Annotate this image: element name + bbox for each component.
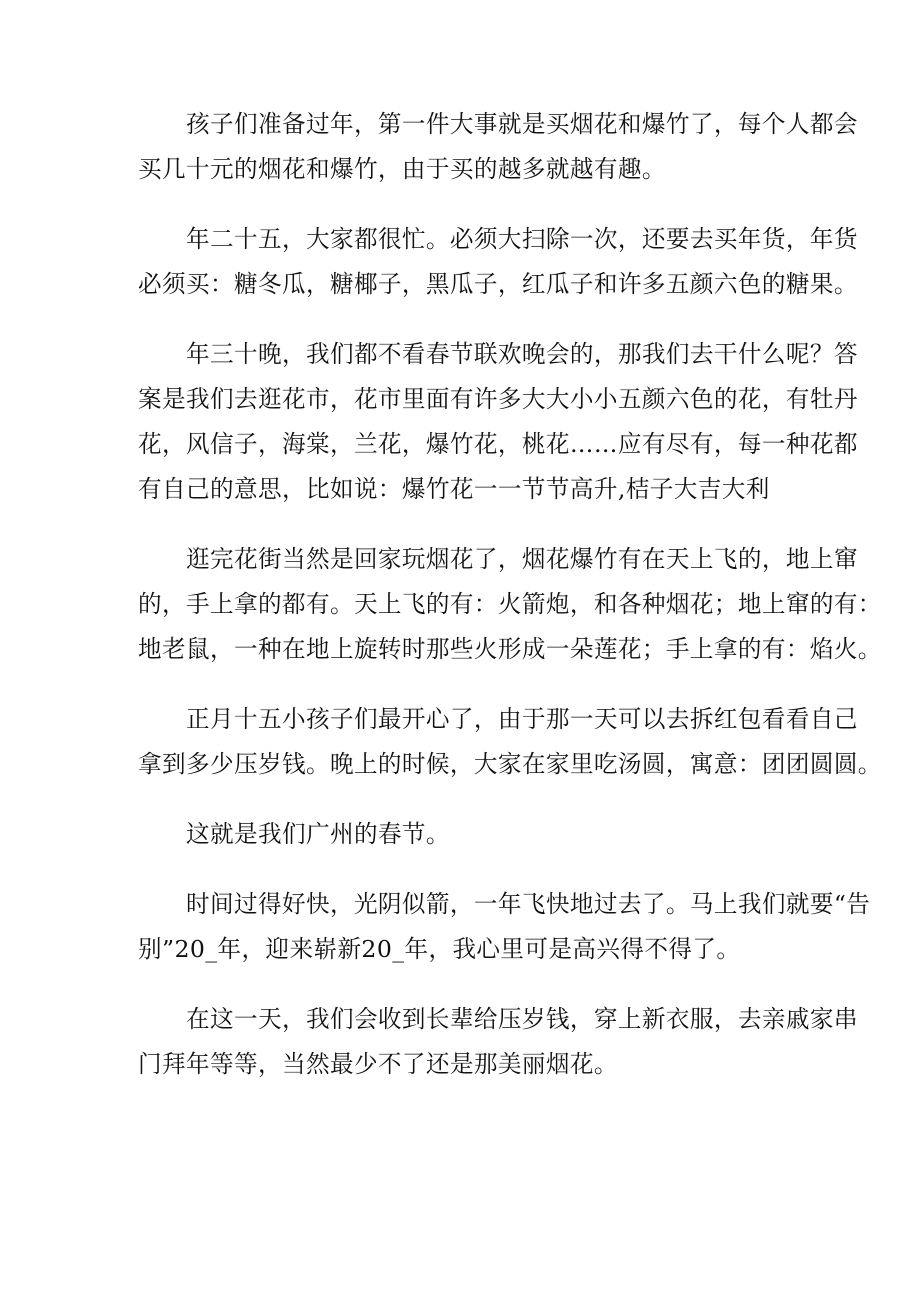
paragraph-6: [138, 812, 802, 857]
text-line: 必须买：糖冬瓜，糖椰子，黑瓜子，红瓜子和许多五颜六色的糖果。: [138, 270, 858, 298]
text-line: 正月十五小孩子们最开心了，由于那一天可以去拆红包看看自己: [138, 705, 858, 733]
text-line: 地老鼠，一种在地上旋转时那些火形成一朵莲花；手上拿的有：焰火。: [138, 635, 882, 663]
text-line: 这就是我们广州的春节。: [138, 820, 450, 848]
text-line: 的，手上拿的都有。天上飞的有：火箭炮，和各种烟花；地上窜的有：: [138, 590, 882, 618]
text-line: 案是我们去逛花市，花市里面有许多大大小小五颜六色的花，有牡丹: [138, 385, 858, 413]
text-line: 买几十元的烟花和爆竹，由于买的越多就越有趣。: [138, 155, 666, 183]
text-line: 年三十晚，我们都不看春节联欢晚会的，那我们去干什么呢？答: [138, 340, 858, 368]
text-line: 有自己的意思，比如说：爆竹花一一节节高升,桔子大吉大利: [138, 475, 770, 503]
paragraph-8: [138, 997, 858, 1087]
paragraph-2: [138, 217, 858, 307]
document-body: [138, 102, 882, 1112]
paragraph-1: [138, 102, 858, 192]
text-line: 逛完花街当然是回家玩烟花了，烟花爆竹有在天上飞的，地上窜: [138, 545, 858, 573]
paragraph-7: [138, 882, 871, 972]
paragraph-4: [138, 537, 882, 672]
paragraph-5: [138, 697, 882, 787]
text-line: 年二十五，大家都很忙。必须大扫除一次，还要去买年货，年货: [138, 225, 858, 253]
text-line: 别”20_年，迎来崭新20_年，我心里可是高兴得不得了。: [138, 935, 741, 963]
text-line: 门拜年等等，当然最少不了还是那美丽烟花。: [138, 1050, 618, 1078]
text-line: 拿到多少压岁钱。晚上的时候，大家在家里吃汤圆，寓意：团团圆圆。: [138, 750, 882, 778]
text-line: 在这一天，我们会收到长辈给压岁钱，穿上新衣服，去亲戚家串: [138, 1005, 858, 1033]
text-line: 花，风信子，海棠，兰花，爆竹花，桃花……应有尽有，每一种花都: [138, 430, 858, 458]
text-line: 时间过得好快，光阴似箭，一年飞快地过去了。马上我们就要“告: [138, 890, 871, 918]
paragraph-3: [138, 332, 858, 512]
text-line: 孩子们准备过年，第一件大事就是买烟花和爆竹了，每个人都会: [138, 110, 858, 138]
